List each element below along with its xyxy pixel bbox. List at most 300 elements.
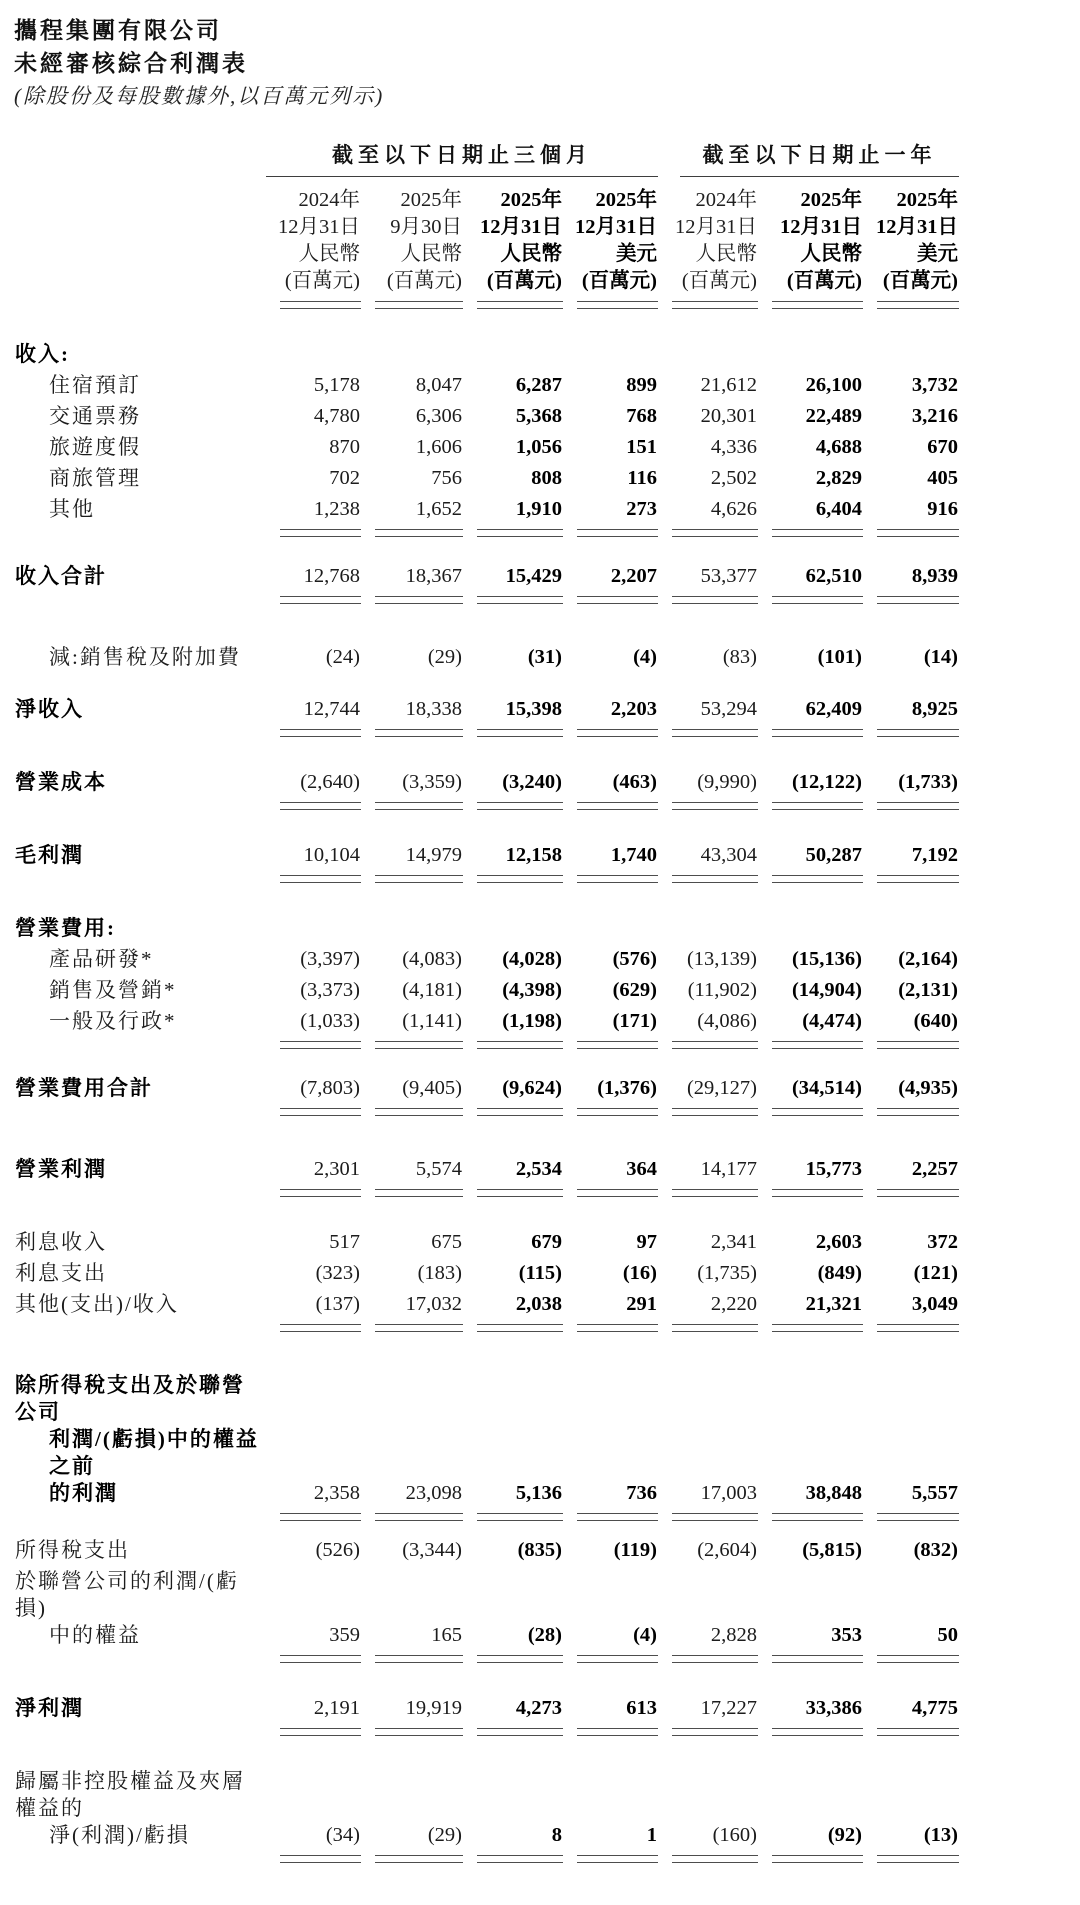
row-label [14, 311, 266, 369]
value-cell: (9,990) [658, 739, 758, 812]
row-label [14, 1051, 266, 1118]
value-cell: (183) [417, 1262, 462, 1284]
value-cell: (4,086) [658, 1005, 758, 1051]
column-header-line: 人民幣 [695, 243, 757, 265]
row-label-line: 所得稅支出 [15, 1538, 130, 1562]
value-cell [863, 311, 959, 369]
value-cell: (14) [923, 646, 959, 668]
column-header-line: 2025年 [500, 189, 562, 211]
value-cell [758, 885, 863, 943]
value-cell: (13,139) [686, 948, 757, 970]
value-cell: (1,141) [361, 1005, 463, 1051]
column-header-line: 2024年 [298, 189, 360, 211]
row-label [14, 462, 266, 493]
value-cell: (4) [633, 646, 657, 668]
value-cell: 17,003 [658, 1334, 758, 1523]
row-label [14, 539, 266, 606]
column-header-line: 12月31日 [480, 216, 562, 238]
table-row [14, 739, 959, 812]
value-cell: 15,429 [463, 539, 563, 606]
value-cell: (7,803) [266, 1051, 361, 1118]
value-cell: 372 [927, 1231, 959, 1253]
value-cell: 2,534 [463, 1118, 563, 1199]
value-cell: 702 [329, 467, 360, 489]
value-cell: 4,626 [658, 493, 758, 539]
value-cell: 613 [563, 1665, 658, 1738]
table-row [14, 1738, 959, 1865]
column-header [758, 177, 863, 311]
column-header-line: (百萬元) [581, 270, 657, 292]
value-cell: 97 [636, 1231, 657, 1253]
value-cell: 5,557 [863, 1334, 959, 1523]
row-label-line: 淨收入 [15, 697, 84, 721]
row-label [14, 1565, 266, 1665]
row-label [14, 1288, 266, 1334]
row-label-line: 營業費用合計 [15, 1076, 153, 1100]
value-cell: 50 [863, 1565, 959, 1665]
value-cell: 4,336 [710, 436, 757, 458]
value-cell: (1,033) [266, 1005, 361, 1051]
value-cell: 1,910 [463, 493, 563, 539]
value-cell [463, 311, 563, 369]
value-cell: 10,104 [266, 812, 361, 885]
value-cell: (101) [817, 646, 862, 668]
row-label-line: 一般及行政* [49, 1009, 177, 1033]
value-cell: 3,732 [911, 374, 959, 396]
value-cell: (121) [913, 1262, 959, 1284]
row-label-line: 商旅管理 [49, 466, 141, 490]
column-header [658, 177, 758, 311]
value-cell: 18,367 [361, 539, 463, 606]
value-cell [361, 311, 463, 369]
value-cell: 808 [531, 467, 562, 489]
table-row [14, 1005, 959, 1051]
value-cell: 364 [563, 1118, 658, 1199]
value-cell: (14,904) [791, 979, 862, 1001]
row-label [14, 672, 266, 739]
value-cell: (1,376) [563, 1051, 658, 1118]
value-cell: 1,606 [415, 436, 462, 458]
value-cell: (1,735) [697, 1262, 757, 1284]
value-cell: 116 [627, 467, 657, 489]
row-label-line: 歸屬非控股權益及夾層權益的 [15, 1769, 245, 1820]
spacer-cell [14, 177, 266, 311]
value-cell: 1,056 [515, 436, 562, 458]
table-row [14, 431, 959, 462]
value-cell [266, 311, 361, 369]
row-label [14, 1257, 266, 1288]
value-cell: 2,257 [863, 1118, 959, 1199]
value-cell: 53,294 [658, 672, 758, 739]
value-cell: 22,489 [805, 405, 862, 427]
income-statement-table [14, 139, 959, 1865]
value-cell: (849) [817, 1262, 862, 1284]
table-row [14, 1051, 959, 1118]
value-cell: 19,919 [361, 1665, 463, 1738]
value-cell: (1,198) [463, 1005, 563, 1051]
row-label [14, 739, 266, 812]
value-cell: 273 [563, 493, 658, 539]
table-row [14, 1565, 959, 1665]
value-cell: (24) [325, 646, 360, 668]
value-cell: 17,032 [361, 1288, 463, 1334]
value-cell: 3,049 [863, 1288, 959, 1334]
column-header [463, 177, 563, 311]
row-label [14, 1523, 266, 1565]
column-header-line: 人民幣 [400, 243, 462, 265]
column-header-line: 人民幣 [298, 243, 360, 265]
value-cell: 4,688 [815, 436, 862, 458]
row-label-line: 收入合計 [15, 564, 107, 588]
value-cell: (4,181) [402, 979, 462, 1001]
value-cell: 8 [463, 1738, 563, 1865]
column-header [266, 177, 361, 311]
value-cell: (16) [622, 1262, 657, 1284]
column-header-line: 2025年 [896, 189, 959, 211]
value-cell: (835) [517, 1539, 562, 1561]
table-row [14, 1199, 959, 1257]
value-cell: (160) [658, 1738, 758, 1865]
column-header-line: (百萬元) [786, 270, 862, 292]
column-header-line: (百萬元) [386, 270, 462, 292]
column-header-line: 12月31日 [575, 216, 657, 238]
value-cell: 756 [431, 467, 462, 489]
table-row [14, 606, 959, 672]
value-cell: 4,273 [463, 1665, 563, 1738]
table-row [14, 311, 959, 369]
group-one-year-label: 截至以下日期止一年 [680, 139, 959, 177]
value-cell: 291 [563, 1288, 658, 1334]
value-cell: 62,409 [758, 672, 863, 739]
table-row [14, 493, 959, 539]
value-cell: (832) [913, 1539, 959, 1561]
value-cell: 1,238 [266, 493, 361, 539]
group-one-year [658, 139, 959, 177]
row-label-line: 銷售及營銷* [49, 978, 177, 1002]
value-cell [758, 311, 863, 369]
value-cell: 1 [563, 1738, 658, 1865]
table-row [14, 812, 959, 885]
income-statement-rows [14, 311, 959, 1865]
row-label [14, 1334, 266, 1523]
column-header-line: 2025年 [400, 189, 462, 211]
row-label-line: 於聯營公司的利潤/(虧損) [15, 1569, 239, 1620]
value-cell: (12,122) [758, 739, 863, 812]
table-header [14, 139, 959, 311]
value-cell: 916 [863, 493, 959, 539]
value-cell: 165 [361, 1565, 463, 1665]
row-label [14, 431, 266, 462]
value-cell: 21,612 [700, 374, 757, 396]
row-label [14, 974, 266, 1005]
value-cell: 38,848 [758, 1334, 863, 1523]
value-cell: 5,136 [463, 1334, 563, 1523]
value-cell: (4,398) [502, 979, 562, 1001]
column-header-line: 美元 [917, 243, 959, 265]
value-cell: (34) [266, 1738, 361, 1865]
value-cell: 2,603 [815, 1231, 862, 1253]
table-row [14, 400, 959, 431]
value-cell: (137) [266, 1288, 361, 1334]
value-cell: (629) [612, 979, 657, 1001]
value-cell: 2,502 [710, 467, 757, 489]
row-label-line: 淨(利潤)/虧損 [49, 1823, 190, 1847]
value-cell: (4,474) [758, 1005, 863, 1051]
value-cell: (29) [361, 1738, 463, 1865]
value-cell: (34,514) [758, 1051, 863, 1118]
value-cell: 12,768 [266, 539, 361, 606]
row-label-line: 利息收入 [15, 1230, 107, 1254]
column-header-line: (百萬元) [486, 270, 562, 292]
table-row [14, 974, 959, 1005]
value-cell: (4,083) [402, 948, 462, 970]
row-label-line: 除所得稅支出及於聯營公司 [15, 1373, 245, 1424]
period-group-row [14, 139, 959, 177]
value-cell: (3,344) [402, 1539, 462, 1561]
value-cell: 768 [626, 405, 657, 427]
value-cell: (576) [612, 948, 657, 970]
group-three-months-label: 截至以下日期止三個月 [266, 139, 658, 177]
value-cell: (119) [613, 1539, 657, 1561]
row-label-line: 其他(支出)/收入 [15, 1292, 179, 1316]
row-label [14, 493, 266, 539]
column-header [563, 177, 658, 311]
value-cell: 14,979 [361, 812, 463, 885]
value-cell: (15,136) [791, 948, 862, 970]
value-cell: 15,398 [463, 672, 563, 739]
value-cell: 4,780 [313, 405, 360, 427]
row-label-line: 收入: [15, 342, 70, 366]
row-label-line: 毛利潤 [15, 843, 84, 867]
row-label-line: 營業費用: [15, 916, 116, 940]
table-row [14, 1523, 959, 1565]
company-name: 攜程集團有限公司 [14, 18, 222, 43]
value-cell: (4,935) [863, 1051, 959, 1118]
column-header-line: 12月31日 [675, 216, 757, 238]
value-cell: 679 [531, 1231, 562, 1253]
value-cell: 2,207 [563, 539, 658, 606]
value-cell: 21,321 [758, 1288, 863, 1334]
value-cell: 43,304 [658, 812, 758, 885]
value-cell: 15,773 [758, 1118, 863, 1199]
value-cell: (526) [315, 1539, 360, 1561]
value-cell: 8,925 [863, 672, 959, 739]
row-label [14, 400, 266, 431]
table-row [14, 462, 959, 493]
row-label-line: 中的權益 [49, 1623, 141, 1647]
statement-note: (除股份及每股數據外,以百萬元列示) [14, 84, 385, 108]
value-cell: (9,624) [463, 1051, 563, 1118]
value-cell: 18,338 [361, 672, 463, 739]
table-row [14, 885, 959, 943]
value-cell: (640) [863, 1005, 959, 1051]
value-cell: (5,815) [802, 1539, 862, 1561]
row-label-line: 旅遊度假 [49, 435, 141, 459]
value-cell: 53,377 [658, 539, 758, 606]
value-cell [563, 311, 658, 369]
row-label [14, 1005, 266, 1051]
column-header-line: (百萬元) [882, 270, 959, 292]
value-cell: 899 [626, 374, 657, 396]
column-header-line: 12月31日 [278, 216, 360, 238]
value-cell: 4,775 [863, 1665, 959, 1738]
value-cell: 20,301 [700, 405, 757, 427]
value-cell: 675 [431, 1231, 462, 1253]
row-label [14, 943, 266, 974]
value-cell: 5,368 [515, 405, 562, 427]
table-row [14, 1334, 959, 1523]
row-label-line: 產品研發* [49, 947, 154, 971]
value-cell: 359 [266, 1565, 361, 1665]
value-cell: 2,203 [563, 672, 658, 739]
row-label [14, 812, 266, 885]
value-cell: (3,397) [300, 948, 360, 970]
group-three-months [266, 139, 658, 177]
table-row [14, 1288, 959, 1334]
value-cell: 2,191 [266, 1665, 361, 1738]
value-cell: 5,178 [313, 374, 360, 396]
value-cell: 12,158 [463, 812, 563, 885]
table-row [14, 672, 959, 739]
value-cell: 1,652 [361, 493, 463, 539]
value-cell: 6,404 [758, 493, 863, 539]
table-row [14, 943, 959, 974]
value-cell: (92) [758, 1738, 863, 1865]
row-label-line: 淨利潤 [15, 1696, 84, 1720]
value-cell: 33,386 [758, 1665, 863, 1738]
row-label [14, 369, 266, 400]
value-cell: (11,902) [687, 979, 757, 1001]
value-cell [361, 885, 463, 943]
column-header-line: 2024年 [695, 189, 757, 211]
row-label-line: 利潤/(虧損)中的權益之前 [49, 1427, 259, 1478]
value-cell [658, 311, 758, 369]
value-cell: (4,028) [502, 948, 562, 970]
row-label-line: 住宿預訂 [49, 373, 141, 397]
column-header-line: 人民幣 [500, 243, 562, 265]
value-cell: 736 [563, 1334, 658, 1523]
value-cell: (3,359) [361, 739, 463, 812]
value-cell: 5,574 [361, 1118, 463, 1199]
value-cell [658, 885, 758, 943]
row-label [14, 1665, 266, 1738]
value-cell [863, 885, 959, 943]
table-row [14, 539, 959, 606]
row-label-line: 營業成本 [15, 770, 107, 794]
value-cell: (2,164) [898, 948, 959, 970]
value-cell: 12,744 [266, 672, 361, 739]
column-header-line: 12月31日 [780, 216, 862, 238]
value-cell: 62,510 [758, 539, 863, 606]
value-cell: 23,098 [361, 1334, 463, 1523]
value-cell: (29) [427, 646, 462, 668]
value-cell: (13) [863, 1738, 959, 1865]
value-cell: (83) [722, 646, 757, 668]
row-label [14, 606, 266, 672]
row-label-line: 利息支出 [15, 1261, 107, 1285]
value-cell: 1,740 [563, 812, 658, 885]
value-cell [463, 885, 563, 943]
column-header [863, 177, 959, 311]
value-cell: 2,341 [710, 1231, 757, 1253]
value-cell: 6,287 [515, 374, 562, 396]
value-cell: (2,131) [898, 979, 959, 1001]
value-cell: 50,287 [758, 812, 863, 885]
value-cell: (4) [563, 1565, 658, 1665]
column-header-line: 人民幣 [800, 243, 862, 265]
value-cell: (29,127) [658, 1051, 758, 1118]
value-cell [266, 885, 361, 943]
row-label-line: 減:銷售稅及附加費 [49, 645, 241, 669]
spacer-cell [14, 139, 266, 177]
value-cell: (3,240) [463, 739, 563, 812]
value-cell: (31) [527, 646, 562, 668]
value-cell: (171) [563, 1005, 658, 1051]
row-label-line: 營業利潤 [15, 1157, 107, 1181]
value-cell: 2,358 [266, 1334, 361, 1523]
column-header-line: 12月31日 [876, 216, 959, 238]
value-cell: 6,306 [415, 405, 462, 427]
value-cell: (2,604) [697, 1539, 757, 1561]
value-cell: (28) [463, 1565, 563, 1665]
row-label [14, 1199, 266, 1257]
value-cell: 2,038 [463, 1288, 563, 1334]
row-label-line: 的利潤 [49, 1481, 118, 1505]
value-cell: (1,733) [863, 739, 959, 812]
value-cell: 7,192 [863, 812, 959, 885]
row-label-line: 其他 [49, 497, 95, 521]
value-cell: 17,227 [658, 1665, 758, 1738]
value-cell: 2,220 [658, 1288, 758, 1334]
value-cell: 353 [758, 1565, 863, 1665]
table-row [14, 1665, 959, 1738]
column-header-row [14, 177, 959, 311]
value-cell: 2,301 [266, 1118, 361, 1199]
value-cell: (9,405) [361, 1051, 463, 1118]
value-cell: (463) [563, 739, 658, 812]
value-cell: 2,829 [815, 467, 862, 489]
value-cell [563, 885, 658, 943]
value-cell: 14,177 [658, 1118, 758, 1199]
value-cell: 517 [329, 1231, 360, 1253]
column-header-line: 9月30日 [390, 216, 462, 238]
value-cell: 2,828 [658, 1565, 758, 1665]
value-cell: 870 [329, 436, 360, 458]
value-cell: (115) [518, 1262, 562, 1284]
row-label [14, 885, 266, 943]
table-row [14, 1257, 959, 1288]
row-label-line: 交通票務 [49, 404, 141, 428]
value-cell: 151 [626, 436, 657, 458]
column-header-line: 2025年 [800, 189, 862, 211]
value-cell: 26,100 [805, 374, 862, 396]
column-header-line: (百萬元) [681, 270, 757, 292]
column-header [361, 177, 463, 311]
column-header-line: 2025年 [595, 189, 657, 211]
value-cell: 8,939 [863, 539, 959, 606]
value-cell: 670 [927, 436, 959, 458]
statement-title: 未經審核綜合利潤表 [14, 51, 248, 76]
value-cell: 405 [927, 467, 959, 489]
row-label [14, 1738, 266, 1865]
table-row [14, 1118, 959, 1199]
value-cell: (2,640) [266, 739, 361, 812]
value-cell: 8,047 [415, 374, 462, 396]
table-row [14, 369, 959, 400]
value-cell: (323) [315, 1262, 360, 1284]
row-label [14, 1118, 266, 1199]
column-header-line: 美元 [616, 243, 657, 265]
